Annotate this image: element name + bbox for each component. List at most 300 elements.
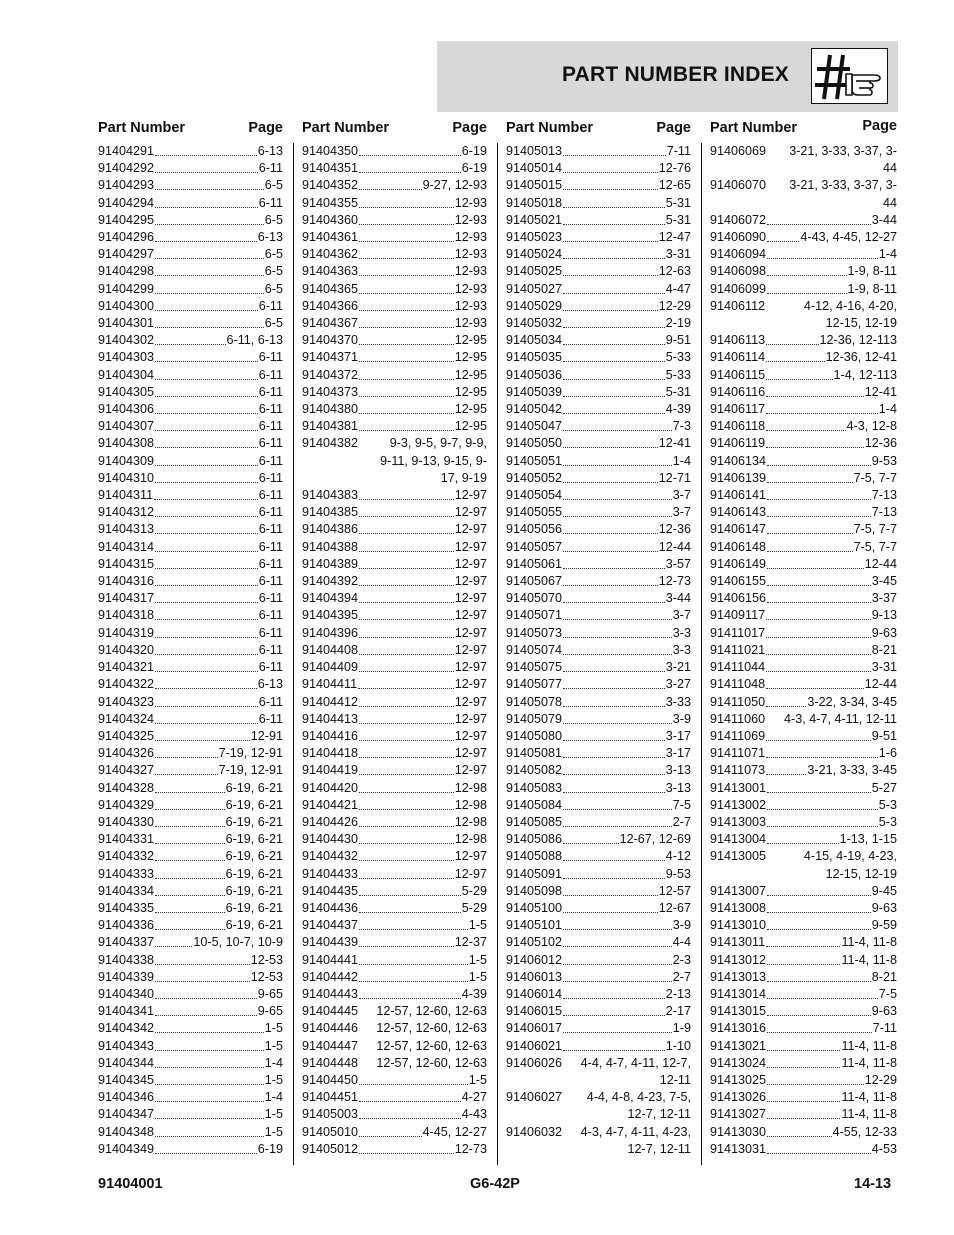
- index-entry: [98, 332, 283, 349]
- dot-leader: [766, 607, 871, 620]
- dot-leader: [563, 780, 665, 793]
- dot-leader: [563, 625, 672, 638]
- dot-leader: [767, 470, 853, 483]
- page-reference: 12-97: [454, 608, 487, 623]
- page-reference: 9-63: [871, 1004, 897, 1019]
- index-entry: [710, 952, 897, 969]
- index-entry: [506, 315, 691, 332]
- index-entry: [506, 642, 691, 659]
- page-reference: 5-33: [665, 350, 691, 365]
- index-entry: [98, 1089, 283, 1106]
- dot-leader: [359, 384, 454, 397]
- index-entry: [98, 659, 283, 676]
- index-entry: [98, 298, 283, 315]
- part-number: 91404350: [302, 144, 359, 158]
- part-number: 91404318: [98, 608, 155, 623]
- page-reference: 12-95: [454, 419, 487, 434]
- footer-doc-number: 91404001: [98, 1176, 163, 1192]
- page-reference: 6-13: [257, 144, 283, 158]
- index-entry: [506, 332, 691, 349]
- dot-leader: [359, 143, 461, 156]
- page-reference: 12-29: [864, 1072, 897, 1087]
- index-entry: [98, 900, 283, 917]
- part-number: 91404322: [98, 677, 155, 692]
- index-entry: [506, 625, 691, 642]
- part-number: 91406116: [710, 384, 766, 399]
- index-entry: [302, 1141, 487, 1158]
- dot-leader: [155, 952, 250, 965]
- part-number: 91405091: [506, 866, 563, 881]
- page-reference: 11-4, 11-8: [841, 952, 897, 967]
- page-reference: 6-11: [258, 505, 283, 520]
- page-reference: 6-11: [258, 436, 283, 451]
- dot-leader: [767, 797, 878, 810]
- index-entry: [98, 418, 283, 435]
- page-reference: 12-98: [454, 814, 487, 829]
- index-entry: [710, 573, 897, 590]
- part-number: 91405071: [506, 608, 563, 623]
- index-entry: [710, 797, 897, 814]
- part-number: 91406014: [506, 986, 563, 1001]
- dot-leader: [359, 539, 454, 552]
- part-number: 91413031: [710, 1141, 767, 1156]
- index-entry: [98, 797, 283, 814]
- part-number: 91404321: [98, 660, 155, 675]
- dot-leader: [155, 315, 264, 328]
- part-number: 91413003: [710, 814, 767, 829]
- index-entry: [98, 195, 283, 212]
- part-number: 91405057: [506, 539, 563, 554]
- page-reference: 12-53: [250, 952, 283, 967]
- page-reference: 6-11: [258, 402, 283, 417]
- part-number: 91413007: [710, 883, 767, 898]
- index-entry: [302, 521, 487, 538]
- part-number: 91406156: [710, 591, 767, 606]
- page-reference: 6-11: [258, 608, 283, 623]
- dot-leader: [767, 780, 871, 793]
- index-entry: [506, 177, 691, 194]
- page-reference: 12-57, 12-60, 12-63: [376, 1004, 487, 1019]
- page-reference: 12-97: [454, 591, 487, 606]
- page-reference: 4-3, 12-8: [846, 419, 897, 434]
- page-reference: 1-5: [264, 1072, 283, 1087]
- page-reference: 12-93: [454, 230, 487, 245]
- page-reference: 3-44: [665, 591, 691, 606]
- index-entry: [98, 212, 283, 229]
- page-reference: 9-63: [871, 625, 897, 640]
- dot-leader: [155, 160, 258, 173]
- index-entry: [98, 1106, 283, 1123]
- index-entry: [506, 900, 691, 917]
- part-number: 91406032: [506, 1124, 563, 1139]
- part-number: 91404320: [98, 642, 155, 657]
- dot-leader: [767, 539, 853, 552]
- dot-leader: [767, 986, 878, 999]
- index-entry: [98, 435, 283, 452]
- page-reference: 1-9, 8-11: [847, 264, 897, 279]
- part-number: 91405074: [506, 642, 563, 657]
- page-reference: 12-97: [454, 660, 487, 675]
- dot-leader: [155, 969, 250, 982]
- index-entry: [98, 573, 283, 590]
- part-number: 91413030: [710, 1124, 767, 1139]
- part-number: 91404324: [98, 711, 155, 726]
- index-entry: [302, 848, 487, 865]
- index-entry: [710, 917, 897, 934]
- index-entry: [302, 900, 487, 917]
- page-reference: 2-7: [672, 814, 691, 829]
- part-number: 91405067: [506, 574, 563, 589]
- index-entry: [506, 848, 691, 865]
- page-reference: 5-33: [665, 367, 691, 382]
- part-number: 91411044: [710, 660, 766, 675]
- index-entry: [710, 263, 897, 280]
- index-entry: [302, 762, 487, 779]
- index-entry: [506, 367, 691, 384]
- page-reference: 12-97: [454, 556, 487, 571]
- part-number: 91404292: [98, 161, 155, 176]
- index-entry: [302, 487, 487, 504]
- index-entry: [710, 1072, 897, 1089]
- page-reference: 2-13: [665, 986, 691, 1001]
- index-entry: [710, 848, 897, 882]
- index-entry: [710, 900, 897, 917]
- index-entry: [98, 1141, 283, 1158]
- dot-leader: [563, 349, 665, 362]
- part-number: 91405015: [506, 178, 563, 193]
- page-reference: 12-97: [454, 505, 487, 520]
- index-entry: [506, 762, 691, 779]
- index-entry: [710, 762, 897, 779]
- page-reference: 7-5: [672, 797, 691, 812]
- page-reference: 12-36, 12-41: [825, 350, 897, 365]
- part-number: 91404442: [302, 969, 359, 984]
- part-number: 91404303: [98, 350, 155, 365]
- dot-leader: [563, 1003, 665, 1016]
- index-entry: [710, 711, 897, 728]
- page-reference: 12-29: [658, 298, 691, 313]
- index-entry: [710, 521, 897, 538]
- page-reference: 4-12: [665, 849, 691, 864]
- dot-leader: [563, 659, 665, 672]
- part-number: 91413013: [710, 969, 767, 984]
- index-entry: [506, 504, 691, 521]
- page-reference: 12-44: [864, 677, 897, 692]
- part-number: 91413021: [710, 1038, 767, 1053]
- part-number: 91405023: [506, 230, 563, 245]
- part-number: 91404338: [98, 952, 155, 967]
- part-number: 91406026: [506, 1055, 563, 1070]
- page-reference: 12-95: [454, 350, 487, 365]
- dot-leader: [563, 728, 665, 741]
- index-entry: [302, 1124, 487, 1141]
- index-entry: [506, 676, 691, 693]
- dot-leader: [155, 332, 225, 345]
- page-reference: 3-13: [665, 763, 691, 778]
- dot-leader: [563, 814, 672, 827]
- index-entry: [98, 1055, 283, 1072]
- part-number: 91405085: [506, 814, 563, 829]
- page-reference: 6-11: [258, 539, 283, 554]
- index-entry: [506, 694, 691, 711]
- dot-leader: [766, 694, 806, 707]
- dot-leader: [563, 848, 665, 861]
- part-number: 91404412: [302, 694, 359, 709]
- part-number: 91413026: [710, 1090, 767, 1105]
- dot-leader: [155, 883, 225, 896]
- part-number: 91405077: [506, 677, 563, 692]
- part-number: 91404448: [302, 1055, 359, 1070]
- part-number: 91405027: [506, 281, 563, 296]
- page-reference: 7-5, 7-7: [853, 522, 897, 537]
- dot-leader: [155, 917, 225, 930]
- part-number: 91405039: [506, 384, 563, 399]
- page-reference: 7-13: [871, 505, 897, 520]
- index-entry: [302, 590, 487, 607]
- index-entry: [710, 229, 897, 246]
- part-number: 91406147: [710, 522, 767, 537]
- dot-leader: [563, 797, 672, 810]
- dot-leader: [563, 539, 658, 552]
- dot-leader: [563, 246, 665, 259]
- dot-leader: [155, 453, 258, 466]
- part-number: 91405051: [506, 453, 563, 468]
- index-entry: [98, 745, 283, 762]
- part-number: 91405035: [506, 350, 563, 365]
- page-reference: 4-4: [672, 935, 691, 950]
- page-reference: 6-11: [258, 591, 283, 606]
- dot-leader: [767, 969, 871, 982]
- page-reference: 12-97: [454, 488, 487, 503]
- page-reference: 6-19, 6-21: [225, 866, 283, 881]
- page-reference: 12-37: [454, 935, 487, 950]
- part-number: 91404328: [98, 780, 155, 795]
- index-entry: [98, 263, 283, 280]
- index-entry: [710, 607, 897, 624]
- index-entry: [302, 917, 487, 934]
- dot-leader: [563, 470, 658, 483]
- page-reference: 12-36, 12-113: [819, 333, 897, 348]
- page-reference: 6-11: [258, 470, 283, 485]
- part-number: 91404331: [98, 832, 155, 847]
- page-reference: 12-93: [454, 298, 487, 313]
- page-reference: 6-19: [461, 161, 487, 176]
- page-reference: 3-9: [672, 711, 691, 726]
- index-entry: [98, 986, 283, 1003]
- index-entry: [710, 212, 897, 229]
- page-reference: 12-97: [454, 746, 487, 761]
- dot-leader: [563, 745, 665, 758]
- index-entry: [98, 969, 283, 986]
- page-reference: 6-11: [258, 694, 283, 709]
- part-number: 91404341: [98, 1004, 155, 1019]
- index-entry: [302, 556, 487, 573]
- dot-leader: [155, 435, 258, 448]
- index-entry: [506, 573, 691, 590]
- part-number: 91404334: [98, 883, 155, 898]
- part-number: 91413012: [710, 952, 767, 967]
- dot-leader: [359, 573, 454, 586]
- page-reference: 12-95: [454, 384, 487, 399]
- part-number: 91404446: [302, 1021, 359, 1036]
- dot-leader: [359, 160, 461, 173]
- part-number: 91404439: [302, 935, 359, 950]
- part-number: 91406118: [710, 419, 766, 434]
- page-reference: 12-67: [658, 900, 691, 915]
- page-reference: 3-3: [672, 625, 691, 640]
- part-number: 91413015: [710, 1004, 767, 1019]
- part-number: 91411060: [710, 711, 766, 726]
- page-reference: 12-95: [454, 367, 487, 382]
- index-entry: [98, 642, 283, 659]
- dot-leader: [563, 401, 665, 414]
- dot-leader: [155, 470, 258, 483]
- dot-leader: [155, 401, 258, 414]
- dot-leader: [155, 1003, 257, 1016]
- index-entry: [710, 298, 897, 332]
- dot-leader: [766, 332, 818, 345]
- part-number: 91404420: [302, 780, 359, 795]
- index-entry: [98, 1124, 283, 1141]
- part-number: 91404372: [302, 367, 359, 382]
- part-number: 91404371: [302, 350, 359, 365]
- dot-leader: [563, 298, 658, 311]
- index-entry: [506, 487, 691, 504]
- dot-leader: [767, 1003, 871, 1016]
- dot-leader: [767, 590, 871, 603]
- index-entry: [710, 143, 897, 177]
- dot-leader: [155, 384, 258, 397]
- page-reference: 12-63: [658, 264, 691, 279]
- index-entry: [710, 676, 897, 693]
- index-entry: [302, 315, 487, 332]
- index-entry: [506, 229, 691, 246]
- dot-leader: [563, 590, 665, 603]
- page-reference: 6-19, 6-21: [225, 832, 283, 847]
- dot-leader: [155, 263, 264, 276]
- dot-leader: [766, 659, 871, 672]
- dot-leader: [767, 573, 871, 586]
- dot-leader: [155, 195, 258, 208]
- page-reference: 1-4: [878, 247, 897, 262]
- dot-leader: [155, 797, 225, 810]
- index-entry: [506, 212, 691, 229]
- part-number: 91411069: [710, 728, 766, 743]
- part-number: 91406143: [710, 505, 767, 520]
- page-reference: 4-53: [871, 1141, 897, 1156]
- index-entry: [98, 780, 283, 797]
- part-number: 91404345: [98, 1072, 155, 1087]
- dot-leader: [767, 831, 839, 844]
- part-number: 91406021: [506, 1038, 563, 1053]
- page-reference: 6-11: [258, 488, 283, 503]
- index-entry: [710, 642, 897, 659]
- dot-leader: [359, 745, 454, 758]
- index-entry: [302, 160, 487, 177]
- page-reference: 5-31: [665, 384, 691, 399]
- index-entry: [302, 573, 487, 590]
- index-entry: [506, 590, 691, 607]
- index-entry: [506, 917, 691, 934]
- page-reference: 4-55, 12-33: [832, 1124, 897, 1139]
- dot-leader: [155, 229, 257, 242]
- part-number: 91404450: [302, 1072, 359, 1087]
- index-entry: [98, 1020, 283, 1037]
- dot-leader: [563, 607, 672, 620]
- dot-leader: [766, 642, 871, 655]
- dot-leader: [359, 349, 454, 362]
- part-number-heading: Part Number: [710, 120, 798, 136]
- dot-leader: [767, 900, 871, 913]
- part-number: 91411017: [710, 625, 766, 640]
- part-number: 91411073: [710, 763, 766, 778]
- page-reference: 12-95: [454, 402, 487, 417]
- index-entry: [710, 883, 897, 900]
- dot-leader: [563, 952, 672, 965]
- part-number: 91404327: [98, 763, 155, 778]
- dot-leader: [155, 1072, 264, 1085]
- part-number: 91404313: [98, 522, 155, 537]
- index-entry: [98, 160, 283, 177]
- part-number: 91406017: [506, 1021, 563, 1036]
- page-reference: 3-13: [665, 780, 691, 795]
- page-reference: 6-11: [258, 556, 283, 571]
- page-reference: 1-9, 8-11: [847, 281, 897, 296]
- index-entry: [710, 435, 897, 452]
- part-number: 91406148: [710, 539, 767, 554]
- index-entry: [506, 797, 691, 814]
- page-reference: 6-19, 6-21: [225, 883, 283, 898]
- dot-leader: [767, 281, 846, 294]
- dot-leader: [155, 1106, 264, 1119]
- dot-leader: [563, 160, 658, 173]
- index-entry: [302, 642, 487, 659]
- part-number: 91406013: [506, 969, 563, 984]
- index-entry: [506, 659, 691, 676]
- dot-leader: [766, 435, 864, 448]
- part-number: 91404323: [98, 694, 155, 709]
- index-entry: [98, 487, 283, 504]
- part-number: 91406015: [506, 1004, 563, 1019]
- dot-leader: [155, 212, 264, 225]
- dot-leader: [767, 453, 871, 466]
- dot-leader: [155, 1124, 264, 1137]
- index-entry: [302, 384, 487, 401]
- dot-leader: [359, 401, 454, 414]
- dot-leader: [563, 866, 665, 879]
- part-number: 91404436: [302, 900, 359, 915]
- dot-leader: [563, 1038, 665, 1051]
- part-number: 91404329: [98, 797, 155, 812]
- column-header: [710, 120, 897, 140]
- index-entry: [98, 607, 283, 624]
- page-reference: 6-11: [258, 711, 283, 726]
- page-reference: 6-11: [258, 350, 283, 365]
- page-reference: 4-39: [665, 402, 691, 417]
- page-reference: 12-73: [658, 574, 691, 589]
- dot-leader: [155, 1038, 264, 1051]
- index-entry: [302, 1106, 487, 1123]
- page-reference: 12-57: [658, 883, 691, 898]
- dot-leader: [563, 1020, 672, 1033]
- page-reference: 12-98: [454, 832, 487, 847]
- dot-leader: [359, 917, 468, 930]
- page-reference: 3-7: [672, 488, 691, 503]
- dot-leader: [563, 556, 665, 569]
- page-reference: 5-29: [461, 883, 487, 898]
- page-reference: 6-11: [258, 419, 283, 434]
- dot-leader: [359, 762, 454, 775]
